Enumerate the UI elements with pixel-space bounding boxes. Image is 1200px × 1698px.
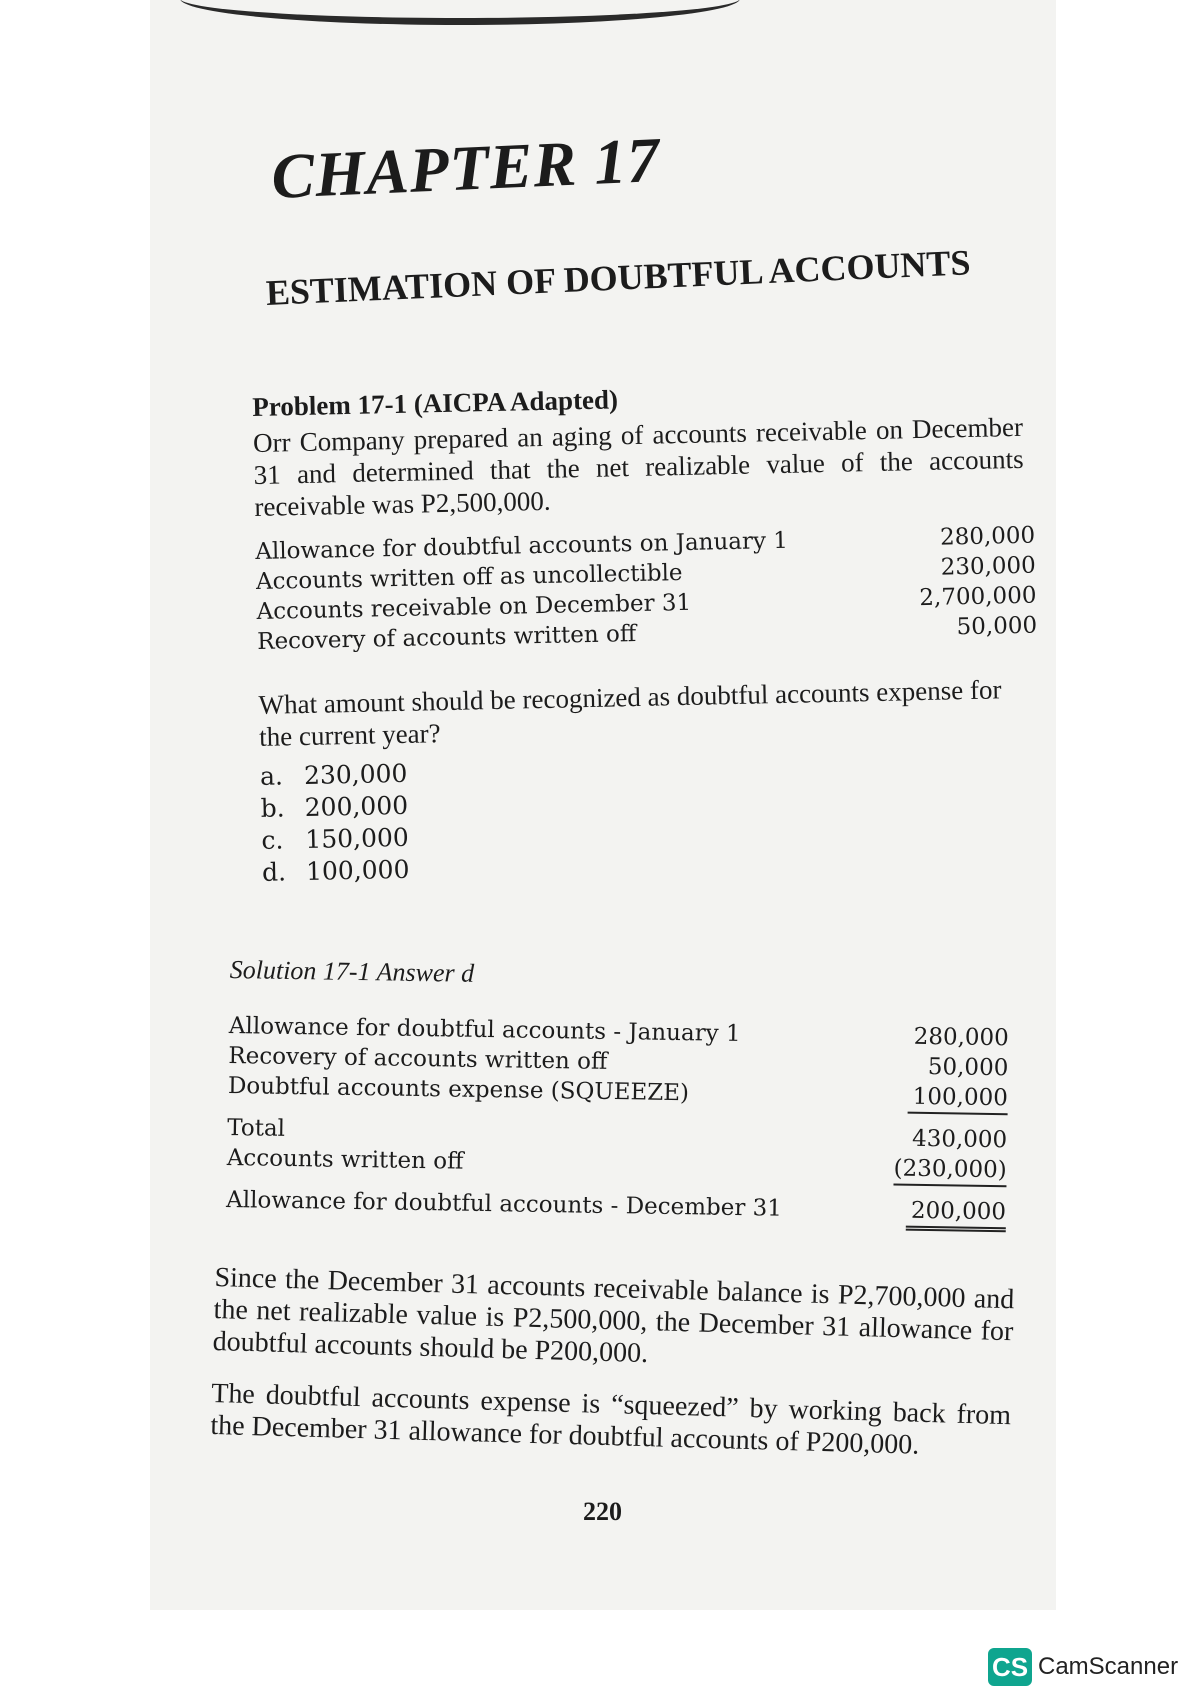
page-top-edge <box>180 0 740 25</box>
choice-letter: d. <box>261 857 287 887</box>
solution-block <box>226 955 1010 1232</box>
explanation-paragraph: The doubtful accounts expense is “squeezed” by working back from the December 31 allowance for doubtful accounts of P200,000. <box>210 1377 1012 1461</box>
camscanner-watermark <box>988 1648 1178 1686</box>
solution-value: (230,000) <box>893 1153 1007 1187</box>
chapter-title: CHAPTER 17 <box>270 124 662 212</box>
solution-value: 430,000 <box>911 1125 1008 1154</box>
solution-label: Allowance for doubtful accounts - January 1 <box>228 1012 741 1048</box>
choice-letter: a. <box>259 761 284 791</box>
solution-value: 50,000 <box>927 1053 1009 1082</box>
camscanner-label: CamScanner <box>1038 1653 1179 1680</box>
solution-value: 200,000 <box>906 1196 1007 1233</box>
explanation-paragraph: Since the December 31 accounts receivable balance is P2,700,000 and the net realizable value is P2,500,000, the December 31 allowance for doubtful accounts should be P200,000. <box>212 1262 1015 1370</box>
given-label: Accounts written off as uncollectible <box>255 560 683 595</box>
section-title: ESTIMATION OF DOUBTFUL ACCOUNTS <box>265 242 972 313</box>
camscanner-logo-icon: CS <box>988 1648 1032 1686</box>
page-number: 220 <box>583 1497 622 1526</box>
problem-text: Orr Company prepared an aging of accounts receivable on December 31 and determined that the net realizable value of the accounts receivable was P2,500,000. <box>252 411 1024 522</box>
choice-letter: c. <box>261 825 284 855</box>
explanation-block <box>209 1262 1014 1484</box>
choice-value: 230,000 <box>303 758 408 790</box>
answer-choices <box>260 745 1043 889</box>
choice-letter: b. <box>260 793 285 823</box>
solution-label: Accounts written off <box>226 1144 464 1175</box>
question-text: What amount should be recognized as doubtful accounts expense for the current year? <box>258 674 1002 752</box>
problem-block <box>252 376 1042 889</box>
choice-value: 200,000 <box>304 790 409 822</box>
given-label: Allowance for doubtful accounts on January 1 <box>255 527 789 565</box>
solution-label: Total <box>227 1114 286 1142</box>
solution-value: 280,000 <box>913 1023 1009 1052</box>
scan-margin <box>0 0 150 1698</box>
solution-label: Allowance for doubtful accounts - December 31 <box>225 1186 783 1222</box>
given-value: 230,000 <box>940 552 1037 581</box>
choice-value: 150,000 <box>305 822 410 854</box>
problem-heading: Problem 17-1 (AICPA Adapted) <box>252 384 619 422</box>
solution-label: Doubtful accounts expense (SQUEEZE) <box>227 1072 690 1107</box>
solution-heading: Solution 17-1 Answer d <box>229 955 475 988</box>
given-label: Accounts receivable on December 31 <box>256 589 692 625</box>
solution-value: 100,000 <box>908 1082 1008 1116</box>
choice-value: 100,000 <box>305 854 410 886</box>
solution-label: Recovery of accounts written off <box>228 1042 608 1075</box>
given-value: 280,000 <box>939 522 1036 551</box>
given-value: 2,700,000 <box>919 582 1037 612</box>
given-label: Recovery of accounts written off <box>256 621 637 655</box>
given-value: 50,000 <box>956 612 1038 641</box>
given-data-list <box>255 521 1037 657</box>
